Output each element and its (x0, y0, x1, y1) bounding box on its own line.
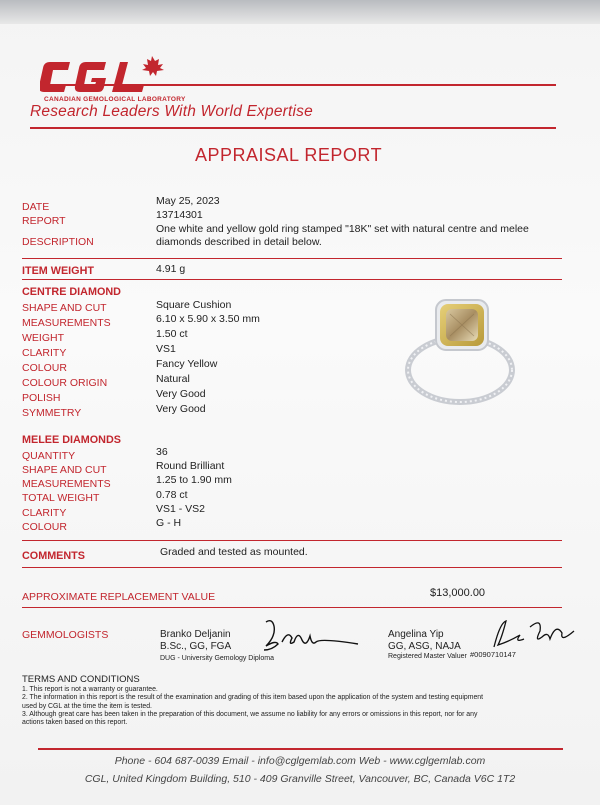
gemmologist-1-name: Branko Deljanin (160, 629, 231, 640)
melee-row-value: 1.25 to 1.90 mm (156, 474, 232, 486)
melee-row-label: QUANTITY (22, 450, 76, 462)
melee-row-label: MEASUREMENTS (22, 478, 111, 490)
item-weight-value: 4.91 g (156, 263, 186, 275)
melee-row-label: CLARITY (22, 507, 67, 519)
gemmologists-label: GEMMOLOGISTS (22, 629, 109, 641)
page-title: APPRAISAL REPORT (195, 145, 383, 165)
centre-row-label: COLOUR ORIGIN (22, 377, 108, 389)
gemmologist-2-credentials: GG, ASG, NAJA (388, 641, 461, 652)
centre-row-value: 1.50 ct (156, 328, 188, 340)
signature-1 (258, 616, 366, 656)
divider (22, 279, 562, 280)
gemmologist-2-name: Angelina Yip (388, 629, 444, 640)
centre-row-label: WEIGHT (22, 332, 64, 344)
footer-address: CGL, United Kingdom Building, 510 - 409 Granville Street, Vancouver, BC, Canada V6C 1T2 (84, 773, 516, 785)
melee-row-label: COLOUR (22, 521, 67, 533)
gemmologist-2-note: Registered Master Valuer (388, 653, 467, 660)
comments-value: Graded and tested as mounted. (160, 546, 308, 558)
melee-row-value: G - H (156, 517, 182, 529)
centre-row-label: CLARITY (22, 347, 67, 359)
lab-name: CANADIAN GEMOLOGICAL LABORATORY (44, 96, 186, 103)
centre-row-label: SHAPE AND CUT (22, 302, 107, 314)
centre-row-value: Natural (156, 373, 190, 385)
terms-item: actions taken based on this report. (22, 719, 128, 727)
centre-row-label: MEASUREMENTS (22, 317, 111, 329)
header-rule-bottom (30, 127, 556, 129)
divider (22, 567, 562, 568)
centre-row-value: Fancy Yellow (156, 358, 218, 370)
gemmologist-2-number: #0090710147 (470, 650, 516, 659)
centre-diamond-heading: CENTRE DIAMOND (22, 286, 121, 298)
melee-diamonds-heading: MELEE DIAMONDS (22, 434, 121, 446)
centre-row-value: VS1 (156, 343, 176, 355)
terms-item: used by CGL at the time the item is tested. (22, 702, 152, 710)
terms-list (22, 686, 582, 727)
divider (22, 540, 562, 541)
comments-label: COMMENTS (22, 550, 85, 562)
logo-letters-graphic (40, 56, 164, 92)
centre-row-value: 6.10 x 5.90 x 3.50 mm (156, 313, 260, 325)
terms-item: 3. Although great care has been taken in the preparation of this document, we assume no liability for any errors or omissions in this report, nor for any (22, 710, 478, 718)
report-number: 13714301 (156, 209, 203, 221)
melee-row-value: Round Brilliant (156, 460, 225, 472)
item-weight-label: ITEM WEIGHT (22, 265, 94, 277)
centre-row-label: SYMMETRY (22, 407, 82, 419)
ring-photo (398, 290, 528, 420)
signature-2 (490, 613, 580, 653)
melee-row-label: TOTAL WEIGHT (22, 492, 100, 504)
tagline: Research Leaders With World Expertise (30, 103, 313, 120)
gemmologist-1-credentials: B.Sc., GG, FGA (160, 641, 232, 652)
description-label: DESCRIPTION (22, 236, 94, 248)
centre-row-value: Very Good (156, 388, 206, 400)
paper-top-edge (0, 0, 600, 24)
header-rule-top (40, 84, 556, 86)
divider (22, 258, 562, 259)
date-label: DATE (22, 201, 50, 213)
description-line-1: One white and yellow gold ring stamped "18K" set with natural centre and melee (156, 223, 529, 235)
melee-row-label: SHAPE AND CUT (22, 464, 107, 476)
gemmologist-1-note: DUG - University Gemology Diploma (160, 655, 274, 662)
melee-row-value: 0.78 ct (156, 489, 188, 501)
replacement-value-label: APPROXIMATE REPLACEMENT VALUE (22, 591, 216, 603)
date-value: May 25, 2023 (156, 195, 220, 207)
cgl-logo (40, 52, 190, 102)
divider (22, 607, 562, 608)
footer-rule (38, 748, 563, 750)
melee-row-value: 36 (156, 446, 168, 458)
terms-item: 2. The information in this report is the result of the examination and grading of this item based upon the application of the system and testing equipment (22, 694, 484, 702)
terms-item: 1. This report is not a warranty or guarantee. (22, 686, 158, 693)
terms-heading: TERMS AND CONDITIONS (22, 674, 140, 685)
replacement-value-amount: $13,000.00 (430, 587, 486, 599)
centre-row-label: COLOUR (22, 362, 67, 374)
centre-row-value: Very Good (156, 403, 206, 415)
report-label: REPORT (22, 215, 66, 227)
centre-row-value: Square Cushion (156, 299, 232, 311)
centre-row-label: POLISH (22, 392, 61, 404)
melee-row-value: VS1 - VS2 (156, 503, 206, 515)
description-line-2: diamonds described in detail below. (156, 236, 322, 248)
footer-contact: Phone - 604 687-0039 Email - info@cglgemlab.com Web - www.cglgemlab.com (114, 755, 486, 767)
